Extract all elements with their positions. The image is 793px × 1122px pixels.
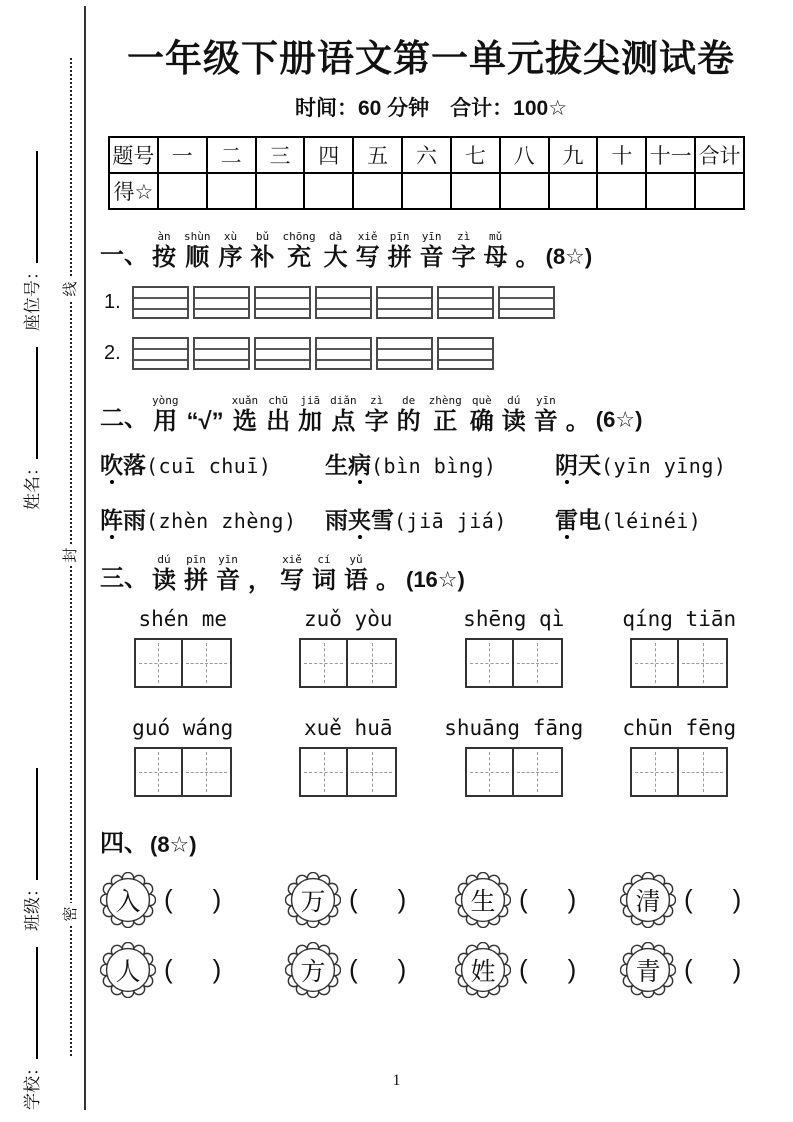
q4-character: 万 <box>300 888 326 916</box>
pinyin-writing-box[interactable] <box>132 337 189 370</box>
score-table-header-cell: 题号 <box>109 137 158 173</box>
q2-pinyin-options[interactable]: (cuī chuī) <box>146 454 272 479</box>
ruby-token <box>283 230 316 272</box>
name-label: 姓名： <box>22 459 42 510</box>
ruby-token <box>152 394 179 436</box>
q4-answer-parens[interactable] <box>349 884 406 915</box>
q3-number: 三、 <box>100 564 148 592</box>
q3-word-pinyin: guó wáng <box>132 715 234 740</box>
ruby-pinyin: yīn <box>421 230 442 243</box>
paren-open: ( <box>164 954 173 985</box>
student-info-name-seat <box>10 60 50 510</box>
tianzige-cell[interactable] <box>348 638 397 688</box>
paren-open: ( <box>684 884 693 915</box>
ruby-char: 读 <box>501 407 526 435</box>
ruby-token <box>266 394 290 436</box>
ruby-char: 写 <box>280 567 304 595</box>
ruby-pinyin: dà <box>329 230 343 243</box>
ruby-pinyin: bǔ <box>255 230 270 243</box>
q2-word-pre: 雨 <box>325 507 348 534</box>
ruby-token <box>388 230 412 272</box>
ruby-pinyin: de <box>402 393 416 407</box>
score-table-header-cell: 八 <box>500 137 549 173</box>
ruby-token <box>365 394 389 436</box>
score-cell[interactable] <box>695 173 744 209</box>
ruby-token <box>502 394 526 436</box>
q2-pinyin-options[interactable]: (bìn bìng) <box>371 454 497 479</box>
q3-word-pinyin: chūn fēng <box>622 715 737 740</box>
q4-answer-parens[interactable] <box>164 884 221 915</box>
q2-number: 二、 <box>100 405 148 433</box>
ruby-token <box>298 394 322 436</box>
ruby-char: 充 <box>287 244 312 271</box>
ruby-token <box>534 394 558 436</box>
ruby-pinyin: què <box>471 393 492 407</box>
q2-pinyin-options[interactable]: (jiā jiá) <box>394 509 507 534</box>
ruby-token <box>324 230 348 272</box>
q2-dotted-char: 夹 <box>348 502 371 535</box>
ruby-char: 顺 <box>185 244 210 271</box>
q3-word-pinyin: qíng tiān <box>622 606 737 631</box>
q4-item <box>100 872 285 928</box>
ruby-pinyin: xù <box>223 230 238 243</box>
q4-answer-parens[interactable] <box>349 954 406 985</box>
tianzige-box <box>630 638 728 688</box>
seat-number-label: 座位号： <box>22 263 42 331</box>
ruby-pinyin: zì <box>457 230 471 243</box>
student-info-school-class <box>10 620 50 1110</box>
school-blank[interactable] <box>23 947 38 1059</box>
flower-badge <box>455 872 511 928</box>
class-label: 班级： <box>22 880 42 931</box>
flower-badge <box>100 872 156 928</box>
paper-subtitle: 时间：60 分钟 合计：100☆ <box>294 97 568 120</box>
tianzige-cell[interactable] <box>299 747 348 797</box>
q4-points: (8☆) <box>150 831 197 857</box>
paren-open: ( <box>519 884 528 915</box>
score-cell[interactable] <box>256 173 305 209</box>
paren-close: ) <box>212 884 222 915</box>
q3-words <box>100 607 762 797</box>
q3-word-pinyin: shuāng fāng <box>444 715 584 740</box>
q2-item[interactable] <box>325 502 555 535</box>
ruby-pinyin: yǔ <box>349 553 363 567</box>
ruby-pinyin: cí <box>317 553 331 567</box>
q2-word-post: 电 <box>578 507 601 534</box>
ruby-char: 音 <box>216 567 240 595</box>
tianzige-box <box>134 638 232 688</box>
tianzige-cell[interactable] <box>183 747 232 797</box>
q4-item <box>620 872 762 928</box>
ruby-pinyin: chōng <box>282 230 316 243</box>
q4-number: 四、 <box>100 829 148 857</box>
ruby-token <box>566 394 590 436</box>
tianzige-box <box>299 747 397 797</box>
q4-character: 青 <box>635 958 661 986</box>
ruby-char: 拼 <box>184 567 208 595</box>
flower-badge <box>285 872 341 928</box>
ruby-pinyin: pīn <box>186 553 206 567</box>
tianzige-box <box>465 747 563 797</box>
q2-word-post: 雨 <box>123 507 146 534</box>
ruby-pinyin: àn <box>157 230 171 243</box>
ruby-token <box>344 553 368 595</box>
q3-word-item <box>266 716 432 797</box>
ruby-char: 字 <box>451 244 476 271</box>
q1-header <box>100 230 762 272</box>
tianzige-cell[interactable] <box>465 638 514 688</box>
q2-header <box>100 394 762 436</box>
ruby-token <box>376 553 400 595</box>
tianzige-cell[interactable] <box>679 638 728 688</box>
pinyin-writing-box[interactable] <box>376 337 433 370</box>
q3-points: (16☆) <box>406 566 465 592</box>
q2-dotted-char: 阵 <box>100 502 123 535</box>
score-row-label: 得☆ <box>109 173 158 209</box>
school-label: 学校： <box>22 1059 42 1110</box>
q2-dotted-char: 病 <box>348 447 371 480</box>
ruby-token <box>152 553 176 595</box>
q1-number: 一、 <box>100 241 148 269</box>
ruby-char: 字 <box>364 407 389 435</box>
tianzige-box <box>134 747 232 797</box>
q2-item[interactable] <box>555 502 762 535</box>
q4-character: 入 <box>115 888 141 916</box>
q3-word-pinyin: zuǒ yòu <box>303 606 393 631</box>
q2-item[interactable] <box>100 447 325 480</box>
q2-pinyin-options[interactable]: (zhèn zhèng) <box>146 509 297 534</box>
ruby-char: 补 <box>250 244 275 271</box>
ruby-char: 加 <box>298 407 323 435</box>
ruby-token <box>452 230 476 272</box>
pinyin-writing-box[interactable] <box>437 286 494 319</box>
ruby-token <box>248 553 272 595</box>
ruby-pinyin: shùn <box>184 230 211 243</box>
ruby-char: 大 <box>323 244 348 271</box>
q4-item <box>455 872 620 928</box>
page-number: 1 <box>392 1072 401 1089</box>
ruby-char: 词 <box>312 567 336 595</box>
tianzige-cell[interactable] <box>514 747 563 797</box>
ruby-pinyin: dú <box>157 553 171 567</box>
score-table-header-cell: 十 <box>597 137 646 173</box>
tianzige-cell[interactable] <box>630 638 679 688</box>
tianzige-cell[interactable] <box>183 638 232 688</box>
seat-number-blank[interactable] <box>23 151 38 263</box>
q4-answer-parens[interactable] <box>519 954 576 985</box>
q4-item <box>620 942 762 998</box>
q3-word-item <box>597 607 763 688</box>
score-cell[interactable] <box>402 173 451 209</box>
q3-word-item <box>266 607 432 688</box>
score-table-header-cell: 二 <box>207 137 256 173</box>
q3-word-item <box>100 716 266 797</box>
ruby-char: 写 <box>355 244 380 271</box>
score-table-header-row <box>109 137 744 173</box>
paren-open: ( <box>164 884 173 915</box>
ruby-pinyin: diǎn <box>330 393 357 407</box>
ruby-token <box>187 394 224 436</box>
score-cell[interactable] <box>646 173 695 209</box>
paren-close: ) <box>567 884 577 915</box>
q3-word-item <box>100 607 266 688</box>
ruby-pinyin: yīn <box>218 553 238 567</box>
q2-word-pre: 生 <box>325 452 348 479</box>
flower-badge <box>455 942 511 998</box>
flower-badge <box>620 942 676 998</box>
pinyin-writing-box[interactable] <box>132 286 189 319</box>
ruby-token <box>470 394 494 436</box>
ruby-char: 用 <box>153 407 178 435</box>
q2-pinyin-options[interactable]: (léinéi) <box>601 509 702 534</box>
ruby-token <box>232 394 259 436</box>
ruby-token <box>251 230 275 272</box>
q2-word-post: 天 <box>578 452 601 479</box>
q2-points: (6☆) <box>595 407 643 433</box>
ruby-pinyin: dú <box>507 393 521 407</box>
flower-badge <box>620 872 676 928</box>
ruby-char: 序 <box>218 244 243 271</box>
paren-close: ) <box>567 954 577 985</box>
pinyin-writing-box[interactable] <box>437 337 494 370</box>
ruby-char: 点 <box>331 407 356 435</box>
score-table-header-cell: 九 <box>549 137 598 173</box>
q4-answer-parens[interactable] <box>519 884 576 915</box>
ruby-pinyin: jiā <box>300 393 321 407</box>
paper-content <box>100 0 762 998</box>
score-cell[interactable] <box>158 173 207 209</box>
paren-open: ( <box>684 954 693 985</box>
q2-word-post: 雪 <box>371 507 394 534</box>
ruby-char: 。 <box>376 567 400 595</box>
ruby-char: 。 <box>565 407 590 435</box>
pinyin-writing-box[interactable] <box>193 286 250 319</box>
seal-char-feng: 封 <box>60 544 82 566</box>
ruby-char: 母 <box>483 244 508 271</box>
q2-dotted-char: 吹 <box>100 447 123 480</box>
q3-word-item <box>597 716 763 797</box>
paren-close: ) <box>397 884 407 915</box>
pinyin-writing-box[interactable] <box>315 337 372 370</box>
q4-item <box>455 942 620 998</box>
ruby-pinyin: xuǎn <box>231 393 259 407</box>
score-table-header-cell: 十一 <box>646 137 695 173</box>
score-table-header-cell: 三 <box>256 137 305 173</box>
q3-word-item <box>431 607 597 688</box>
pinyin-writing-box[interactable] <box>376 286 433 319</box>
tianzige-cell[interactable] <box>348 747 397 797</box>
tianzige-box <box>630 747 728 797</box>
ruby-char: ， <box>248 567 272 595</box>
ruby-token <box>184 230 211 272</box>
q2-item[interactable] <box>555 447 762 480</box>
paper-title: 一年级下册语文第一单元拔尖测试卷 <box>127 38 735 79</box>
q4-item <box>100 942 285 998</box>
ruby-token <box>184 553 208 595</box>
score-table-header-cell: 四 <box>304 137 353 173</box>
tianzige-cell[interactable] <box>630 747 679 797</box>
score-cell[interactable] <box>353 173 402 209</box>
pinyin-writing-box[interactable] <box>254 337 311 370</box>
pinyin-writing-box[interactable] <box>315 286 372 319</box>
q2-word-post: 落 <box>123 452 146 479</box>
q4-character: 方 <box>300 958 326 986</box>
ruby-char: 拼 <box>387 244 412 271</box>
q2-items <box>100 447 762 535</box>
paren-open: ( <box>519 954 528 985</box>
ruby-char: 的 <box>396 407 421 435</box>
q3-header <box>100 553 762 595</box>
ruby-pinyin: yīn <box>535 393 556 407</box>
tianzige-cell[interactable] <box>134 747 183 797</box>
ruby-token <box>484 230 508 272</box>
paren-open: ( <box>349 954 358 985</box>
ruby-token <box>219 230 243 272</box>
name-blank[interactable] <box>23 347 38 459</box>
q1-row2-label: 2. <box>104 341 121 364</box>
q1-answer-row-1 <box>104 286 762 319</box>
q4-item <box>285 942 455 998</box>
ruby-pinyin: chū <box>268 393 289 407</box>
ruby-pinyin: zì <box>370 393 384 407</box>
q4-answer-parens[interactable] <box>684 954 741 985</box>
paren-close: ) <box>212 954 222 985</box>
score-table-header-cell: 五 <box>353 137 402 173</box>
ruby-token <box>516 230 540 272</box>
ruby-pinyin: pīn <box>389 230 410 243</box>
ruby-char: 选 <box>232 407 257 435</box>
q1-points: (8☆) <box>545 243 593 269</box>
tianzige-cell[interactable] <box>465 747 514 797</box>
score-cell[interactable] <box>451 173 500 209</box>
q2-dotted-char: 雷 <box>555 502 578 535</box>
paren-close: ) <box>397 954 407 985</box>
score-cell[interactable] <box>500 173 549 209</box>
q4-items <box>100 872 762 998</box>
q1-answer-row-2 <box>104 337 762 370</box>
q2-item[interactable] <box>325 447 555 480</box>
ruby-char: 语 <box>344 567 368 595</box>
tianzige-cell[interactable] <box>514 638 563 688</box>
q3-word-pinyin: shén me <box>138 606 227 631</box>
score-table <box>108 136 745 210</box>
margin-border-line <box>84 6 86 1110</box>
tianzige-cell[interactable] <box>679 747 728 797</box>
tianzige-cell[interactable] <box>299 638 348 688</box>
ruby-char: 读 <box>152 567 176 595</box>
ruby-token <box>356 230 380 272</box>
q4-character: 姓 <box>470 958 496 986</box>
ruby-char: “√” <box>186 407 224 435</box>
ruby-pinyin: xiě <box>357 230 378 243</box>
ruby-pinyin: xiě <box>282 553 302 567</box>
ruby-char: 按 <box>152 244 176 271</box>
score-table-score-row <box>109 173 744 209</box>
ruby-token <box>152 230 176 272</box>
q2-pinyin-options[interactable]: (yīn yīng) <box>601 454 727 479</box>
ruby-token <box>429 394 462 436</box>
score-table-header-cell: 七 <box>451 137 500 173</box>
flower-badge <box>285 942 341 998</box>
paren-close: ) <box>732 884 742 915</box>
q3-word-pinyin: xuě huā <box>303 715 393 740</box>
ruby-token <box>397 394 421 436</box>
paren-close: ) <box>732 954 742 985</box>
tianzige-cell[interactable] <box>134 638 183 688</box>
ruby-pinyin: zhèng <box>428 393 462 407</box>
ruby-token <box>420 230 444 272</box>
ruby-token <box>216 553 240 595</box>
ruby-token <box>312 553 336 595</box>
score-table-header-cell: 合计 <box>695 137 744 173</box>
score-cell[interactable] <box>597 173 646 209</box>
class-blank[interactable] <box>23 768 38 880</box>
ruby-char: 音 <box>533 407 558 435</box>
ruby-char: 。 <box>515 244 540 271</box>
ruby-char: 确 <box>469 407 494 435</box>
q4-character: 生 <box>470 888 496 916</box>
q4-character: 清 <box>635 888 661 916</box>
q2-item[interactable] <box>100 502 325 535</box>
seal-char-mi: 密 <box>60 903 82 925</box>
score-table-header-cell: 六 <box>402 137 451 173</box>
tianzige-box <box>465 638 563 688</box>
paren-open: ( <box>349 884 358 915</box>
q2-dotted-char: 阴 <box>555 447 578 480</box>
score-cell[interactable] <box>549 173 598 209</box>
pinyin-writing-box[interactable] <box>254 286 311 319</box>
q1-row1-label: 1. <box>104 290 121 313</box>
q4-character: 人 <box>115 958 141 986</box>
score-cell[interactable] <box>304 173 353 209</box>
q4-header <box>100 823 762 860</box>
ruby-token <box>280 553 304 595</box>
tianzige-box <box>299 638 397 688</box>
ruby-char: 音 <box>419 244 444 271</box>
q4-item <box>285 872 455 928</box>
flower-badge <box>100 942 156 998</box>
pinyin-writing-box[interactable] <box>498 286 555 319</box>
ruby-char: 出 <box>266 407 291 435</box>
pinyin-writing-box[interactable] <box>193 337 250 370</box>
q4-answer-parens[interactable] <box>164 954 221 985</box>
score-table-header-cell: 一 <box>158 137 207 173</box>
score-cell[interactable] <box>207 173 256 209</box>
ruby-token <box>330 394 357 436</box>
seal-char-line: 线 <box>60 278 82 300</box>
q3-word-item <box>431 716 597 797</box>
q4-answer-parens[interactable] <box>684 884 741 915</box>
ruby-pinyin: mǔ <box>489 230 503 243</box>
q3-word-pinyin: shēng qì <box>463 606 565 631</box>
ruby-char: 正 <box>433 407 458 435</box>
ruby-pinyin: yòng <box>152 393 179 407</box>
